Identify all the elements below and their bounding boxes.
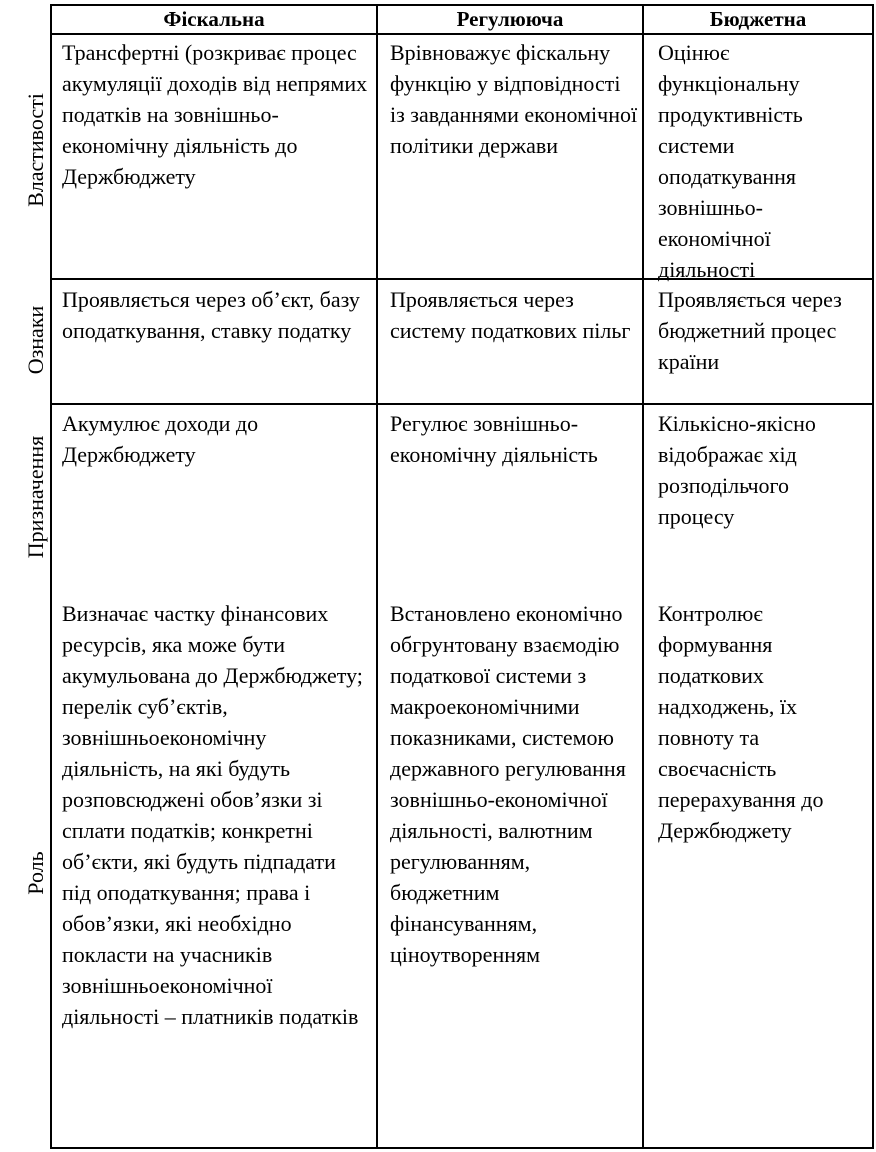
header-divider [50, 33, 874, 35]
cell-role-fiscal [62, 598, 370, 1032]
column-divider-1 [376, 4, 378, 1149]
cell-purpose-fiscal [62, 408, 370, 470]
row-label-properties-text: Властивості [23, 93, 48, 207]
row-label-role-text: Роль [23, 851, 48, 895]
cell-text: Проявляється через бюджетний процес країни [658, 287, 842, 374]
cell-text: Контролює формування податкових надходжень, їх повноту та своєчасність перерахування до Держбюджету [658, 601, 824, 843]
cell-text: Регулює зовнішньо-економічну діяльність [390, 411, 598, 467]
cell-role-regulatory [390, 598, 638, 970]
column-header-fiscal: Фіскальна [163, 7, 265, 31]
column-divider-left [50, 4, 52, 1149]
cell-text: Врівноважує фіскальну функцію у відповідності із завданнями економічної політики держави [390, 40, 638, 158]
cell-purpose-budget [658, 408, 868, 532]
cell-text: Оцінює функціональну продуктивність системи оподаткування зовнішньо-економічної діяльності [658, 40, 803, 282]
table-border-top [50, 4, 874, 6]
cell-text: Проявляється через систему податкових пільг [390, 287, 631, 343]
cell-text: Проявляється через об’єкт, базу оподаткування, ставку податку [62, 287, 360, 343]
cell-role-budget [658, 598, 868, 846]
cell-text: Трансфертні (розкриває процес акумуляції доходів від непрямих податків на зовнішньо-економічну діяльність до Держбюджету [62, 40, 368, 189]
table-border-right [872, 4, 874, 1149]
column-header-regulatory: Регулююча [456, 7, 564, 31]
cell-text: Акумулює доходи до Держбюджету [62, 411, 259, 467]
column-divider-2 [642, 4, 644, 1149]
cell-features-regulatory [390, 284, 638, 346]
cell-properties-regulatory [390, 37, 638, 161]
column-header-budget: Бюджетна [709, 7, 807, 31]
cell-text: Визначає частку фінансових ресурсів, яка може бути акумульована до Держбюджету; перелік суб’єктів, зовнішньоекономічну діяльність, на які будуть розповсюджені обов’язки зі сплати податків; конкретні об’єкти, які будуть підпадати під оподаткування; права і обов’язки, які необхідно покласти на учасників зовнішньоекономічної діяльності – платників податків [62, 601, 363, 1029]
cell-text: Встановлено економічно обгрунтовану взаємодію податкової системи з макроекономічними показниками, системою державного регулювання зовнішньо-економічної діяльності, валютним регулюванням, бюджетним фінансуванням, ціноутворенням [390, 601, 626, 967]
row-label-features-text: Ознаки [23, 305, 48, 375]
cell-properties-fiscal [62, 37, 370, 192]
cell-purpose-regulatory [390, 408, 638, 470]
table-border-bottom [50, 1147, 874, 1149]
cell-features-fiscal [62, 284, 370, 346]
cell-text: Кількісно-якісно відображає хід розподільчого процесу [658, 411, 816, 529]
row-label-purpose-text: Призначення [23, 435, 48, 559]
row-divider-2 [50, 403, 874, 405]
cell-properties-budget [658, 37, 868, 285]
cell-features-budget [658, 284, 868, 377]
